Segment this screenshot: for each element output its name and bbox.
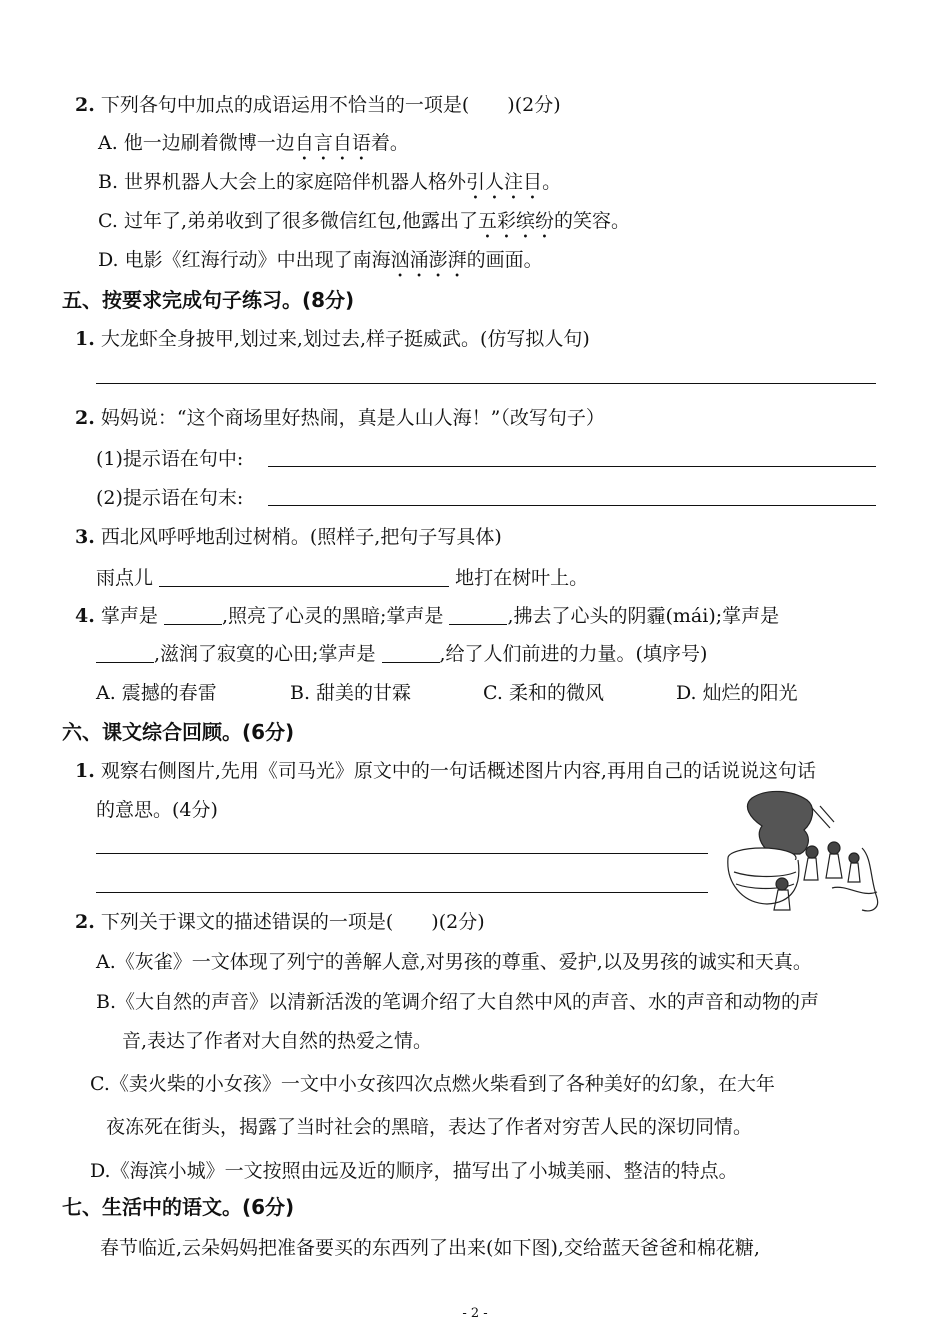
fill-pre: 雨点儿	[96, 567, 154, 589]
answer-line[interactable]	[96, 853, 708, 854]
answer-blank[interactable]	[159, 566, 449, 587]
q2-stem	[75, 92, 561, 118]
option-text: B. 世界机器人大会上的家庭陪伴机器人格外	[98, 171, 467, 193]
question-text: 观察右侧图片,先用《司马光》原文中的一句话概述图片内容,再用自己的话说说这句话	[100, 760, 816, 782]
answer-blank[interactable]	[449, 604, 507, 625]
text: ,给了人们前进的力量。(填序号)	[439, 643, 708, 665]
q2-number: 2.	[75, 94, 95, 116]
section6-title: 六、课文综合回顾。(6分)	[62, 720, 295, 744]
s6-q1-line2: 的意思。(4分)	[96, 799, 218, 821]
text: ,照亮了心灵的黑暗;掌声是	[221, 605, 444, 627]
s5-q4-line1	[75, 603, 779, 629]
section5-title: 五、按要求完成句子练习。(8分)	[62, 288, 355, 312]
answer-blank[interactable]	[382, 642, 440, 663]
question-number: 2.	[75, 407, 95, 429]
option-text: 的笑容。	[554, 210, 631, 232]
question-number: 2.	[75, 911, 95, 933]
q2-option-c	[98, 208, 630, 243]
question-text: 大龙虾全身披甲,划过来,划过去,样子挺威武。(仿写拟人句)	[100, 328, 590, 350]
dotted-idiom: 引人注目	[466, 171, 543, 193]
dotted-idiom: 五彩缤纷	[478, 210, 555, 232]
option-text: D. 电影《红海行动》中出现了南海	[98, 249, 391, 271]
s5-q4-line2	[96, 641, 707, 667]
s6-q2-stem	[75, 909, 485, 935]
s6-q2-option-b-line1: B.《大自然的声音》以清新活泼的笔调介绍了大自然中风的声音、水的声音和动物的声	[96, 991, 820, 1013]
option-text: 。	[542, 171, 562, 193]
text: 掌声是	[100, 605, 158, 627]
question-text: 妈妈说：“这个商场里好热闹，真是人山人海！”（改写句子）	[100, 407, 605, 429]
s6-q1-line1	[75, 758, 816, 784]
page-number: - 2 -	[462, 1306, 488, 1321]
question-number: 1.	[75, 760, 95, 782]
s6-q2-option-c-line1: C.《卖火柴的小女孩》一文中小女孩四次点燃火柴看到了各种美好的幻象，在大年	[90, 1073, 775, 1095]
q2-option-a	[98, 130, 409, 165]
question-text: 下列关于课文的描述错误的一项是( )(2分)	[100, 911, 485, 933]
answer-line[interactable]	[268, 466, 876, 467]
question-number: 3.	[75, 526, 95, 548]
section7-title: 七、生活中的语文。(6分)	[62, 1195, 295, 1219]
s6-q2-option-b-line2: 音,表达了作者对大自然的热爱之情。	[122, 1030, 433, 1052]
option-text: 的画面。	[466, 249, 543, 271]
s5-q4-opt-a: A. 震撼的春雷	[96, 682, 217, 704]
option-text: 着。	[370, 132, 409, 154]
answer-line[interactable]	[96, 892, 708, 893]
s5-q2	[75, 405, 605, 431]
option-text: C. 过年了,弟弟收到了很多微信红包,他露出了	[98, 210, 479, 232]
answer-line[interactable]	[96, 383, 876, 384]
s5-q2-sub1: (1)提示语在句中:	[96, 448, 244, 470]
text: ,滋润了寂寞的心田;掌声是	[154, 643, 376, 665]
s5-q4-opt-c: C. 柔和的微风	[483, 682, 604, 704]
answer-blank[interactable]	[96, 642, 154, 663]
s5-q4-opt-b: B. 甜美的甘霖	[290, 682, 412, 704]
s5-q1	[75, 326, 590, 352]
question-number: 4.	[75, 605, 95, 627]
answer-blank[interactable]	[164, 604, 222, 625]
section7-paragraph: 春节临近,云朵妈妈把准备要买的东西列了出来(如下图),交给蓝天爸爸和棉花糖,	[100, 1237, 760, 1259]
dotted-idiom: 自言自语	[294, 132, 371, 154]
question-number: 1.	[75, 328, 95, 350]
q2-text: 下列各句中加点的成语运用不恰当的一项是( )(2分)	[100, 94, 561, 116]
s6-q2-option-a: A.《灰雀》一文体现了列宁的善解人意,对男孩的尊重、爱护,以及男孩的诚实和天真。	[96, 951, 812, 973]
text: ,拂去了心头的阴霾(mái);掌声是	[507, 605, 780, 627]
s5-q3	[75, 524, 502, 550]
fill-post: 地打在树叶上。	[455, 567, 589, 589]
q2-option-d	[98, 247, 543, 282]
s6-q2-option-c-line2: 夜冻死在街头，揭露了当时社会的黑暗，表达了作者对穷苦人民的深切同情。	[106, 1116, 753, 1138]
s5-q3-fill	[96, 565, 588, 591]
option-text: A. 他一边刷着微博一边	[98, 132, 295, 154]
s6-q2-option-d: D.《海滨小城》一文按照由远及近的顺序，描写出了小城美丽、整洁的特点。	[90, 1160, 738, 1182]
s5-q4-opt-d: D. 灿烂的阳光	[676, 682, 798, 704]
question-text: 西北风呼呼地刮过树梢。(照样子,把句子写具体)	[100, 526, 502, 548]
sima-guang-illustration	[712, 788, 882, 916]
q2-option-b	[98, 169, 561, 204]
answer-line[interactable]	[268, 505, 876, 506]
dotted-idiom: 汹涌澎湃	[390, 249, 467, 271]
s5-q2-sub2: (2)提示语在句末:	[96, 487, 244, 509]
